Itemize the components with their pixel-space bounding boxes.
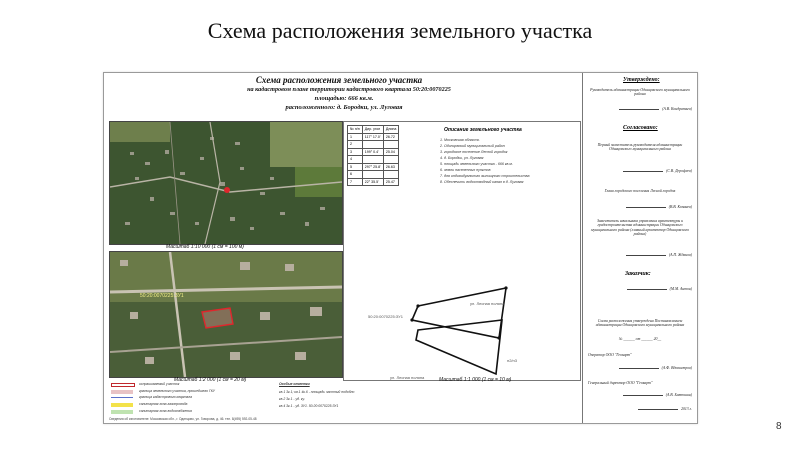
notes-title: Особые отметки: [279, 382, 310, 386]
approval-note: Схема расположения утверждена Постановлением администрации Одинцовского муниципального района: [595, 319, 685, 328]
description-line: 4. д. Бородки, ул. Луговая: [440, 156, 484, 160]
legend-label: санитарная зона газопровода: [139, 402, 188, 406]
parcel-boundary: [412, 288, 506, 338]
agreed-role: Первый заместитель руководителя администрации Одинцовского муниципального района: [597, 143, 683, 152]
agreed-role: Глава городского поселения Лесной городок: [604, 189, 676, 193]
aerial-overview-map: [109, 121, 343, 245]
document-area: площадью: 666 кв.м.: [314, 95, 374, 102]
description-line: 7. для индивидуального жилищного строительства: [440, 174, 530, 178]
parcel-outline: [416, 320, 502, 374]
table-row: 7 22° 35.5' 25.47: [348, 178, 399, 186]
table-row: 6: [348, 171, 399, 179]
agreed-title: Согласовано:: [623, 125, 658, 131]
table-row: 4: [348, 156, 399, 164]
note-line: кв.1 3к.1; кв.1 4к.6 - площадь частный подобно: [279, 390, 355, 394]
director-role: Генеральный директор ООО "Геокарт": [588, 381, 653, 385]
director-signature: (А.В. Батюшин): [588, 393, 692, 397]
land-scheme-document: [103, 72, 698, 424]
approved-role: Руководитель администрации Одинцовского муниципального района: [590, 88, 690, 97]
table-header-cell: Дир. угол: [362, 126, 383, 134]
document-year: 2013 г.: [588, 407, 692, 411]
parcel-label: 50:20:0070225:ЗУ1: [368, 314, 403, 319]
legend-label: санитарная зона водоснабжения: [139, 409, 192, 413]
document-title: Схема расположения земельного участка: [255, 75, 423, 85]
agreed-role: Заместитель начальника управления архитектуры и градостроительства администрации Одинцовского муниципального района (главный архитектор Одинцовского района): [591, 219, 689, 237]
note-line: кв.2 3к.1 - уд. ку.: [279, 397, 305, 401]
map-legend: [109, 381, 579, 419]
legend-swatch: [111, 410, 133, 414]
table-row: 3 199° 0.4' 25.04: [348, 148, 399, 156]
approvals-column: [582, 73, 697, 423]
operator-role: Оператор ООО "Геокарт": [588, 353, 632, 357]
legend-label: испрашиваемый участок: [139, 382, 180, 386]
table-row: 2: [348, 141, 399, 149]
customer-signature: (М.М. Антон): [588, 287, 692, 291]
legend-swatch: [111, 390, 133, 394]
parcel-plan: [343, 121, 581, 381]
description-line: 8. Обеспечить водоотводный канал в д. Луговая: [440, 180, 524, 184]
side-label: н2/н3: [507, 358, 517, 363]
table-row: 5 297° 25.8' 26.63: [348, 163, 399, 171]
approved-signature: (А.В. Кондратьев): [588, 107, 692, 111]
parcel-map-label: 50:20:0070225:ЗУ1: [140, 293, 184, 299]
customer-title: Заказчик:: [625, 271, 651, 277]
plan-scale: Масштаб 1:1 000 (1 см = 10 м): [439, 377, 512, 383]
slide-title: Схема расположения земельного участка: [207, 18, 593, 43]
approval-number: № ______ от ______ 20__: [618, 337, 662, 341]
legend-swatch: [111, 397, 133, 398]
document-footer: Сведения об изготовителе: Московская обл., г. Одинцово, ул. Говорова, д. 46. тел. 8(495) 592-05-48: [109, 417, 257, 421]
page-number: 8: [776, 421, 782, 432]
description-line: 2. Одинцовский муниципальный район: [440, 144, 505, 148]
description-line: 3. городское поселение Лесной городок: [440, 150, 508, 154]
note-line: кв.4 3к.1 - уд. ЗУ1. 50:20:0070225:ЗУ1: [279, 404, 339, 408]
table-row: 1 117° 17.0' 26.72: [348, 133, 399, 141]
legend-label: граница кадастрового квартала: [139, 395, 193, 399]
description-line: 5. площадь земельного участка - 666 кв.м.: [440, 162, 513, 166]
street-label: ул. Лесная поляна: [470, 301, 505, 306]
description-line: 6. земли населенных пунктов: [440, 168, 491, 172]
legend-swatch: [111, 383, 135, 387]
document-subtitle: на кадастровом плане территории кадастрового квартала 50:20:0070225: [247, 86, 451, 93]
legend-label: граница земельного участка, прошедшего ГКУ: [139, 389, 215, 393]
table-header-cell: № п/п: [348, 126, 363, 134]
top-map-scale: Масштаб 1:10 000 (1 см = 100 м): [166, 244, 244, 250]
agreed-signature: (В.В. Копанев): [588, 205, 692, 209]
table-header-cell: Длина: [383, 126, 399, 134]
document-location: расположенного: д. Бородки, ул. Луговая: [285, 104, 403, 111]
description-title: Описание земельного участка: [444, 127, 522, 133]
agreed-signature: (С.В. Дерофеев): [588, 169, 692, 173]
aerial-detail-map: [109, 251, 343, 378]
legend-swatch: [111, 403, 133, 407]
bottom-map-scale: Масштаб 1:2 000 (1 см = 20 м): [174, 377, 247, 383]
street-label: ул. Лесная поляна: [390, 375, 425, 380]
approved-title: Утверждено:: [623, 77, 660, 83]
operator-signature: (А.Ф. Вдовистров): [588, 366, 692, 370]
agreed-signature: (А.П. Жданов): [588, 253, 692, 257]
description-line: 1. Московская область: [440, 138, 480, 142]
